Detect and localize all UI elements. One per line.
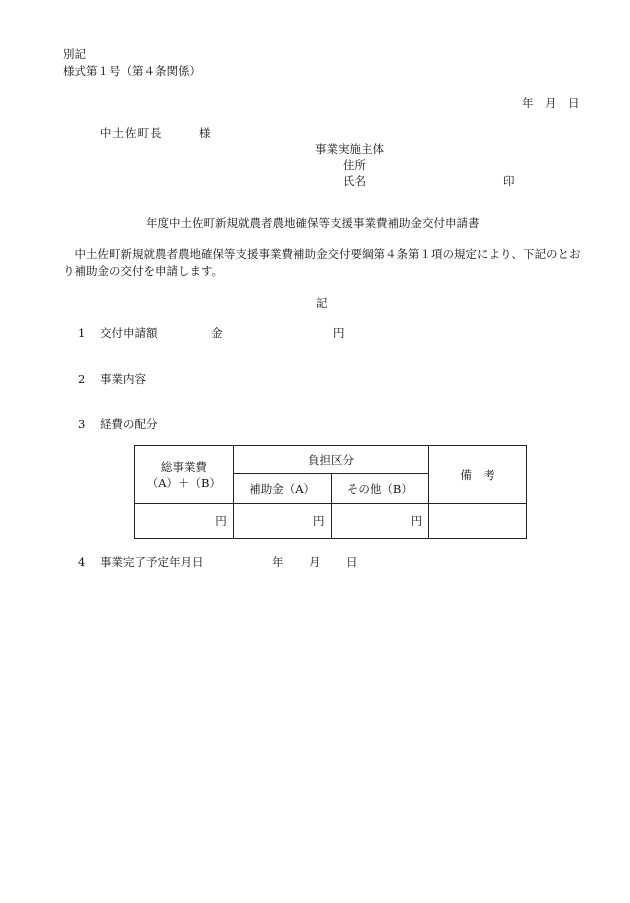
date-line: 年 月 日 bbox=[522, 96, 580, 110]
cost-allocation-table bbox=[134, 445, 527, 539]
item3-number: 3 bbox=[78, 417, 86, 431]
item4-day: 日 bbox=[346, 555, 358, 569]
other-header: その他（B） bbox=[331, 474, 429, 504]
other-cell[interactable]: 円 bbox=[331, 504, 429, 539]
applicant-name-label: 氏名 bbox=[343, 174, 366, 188]
addressee-name: 中土佐町長 bbox=[100, 126, 163, 140]
total-cost-formula: （A）＋（B） bbox=[146, 475, 221, 490]
burden-header: 負担区分 bbox=[233, 446, 429, 474]
applicant-address-label: 住所 bbox=[343, 158, 366, 172]
item2-label: 事業内容 bbox=[100, 372, 146, 386]
remarks-header: 備 考 bbox=[429, 446, 527, 504]
item4-label: 事業完了予定年月日 bbox=[100, 555, 204, 569]
subsidy-header: 補助金（A） bbox=[233, 474, 331, 504]
attachment-label: 別記 bbox=[63, 47, 86, 61]
total-cost-label: 総事業費 bbox=[160, 459, 207, 474]
ki-heading: 記 bbox=[316, 296, 328, 310]
item3-label: 経費の配分 bbox=[100, 417, 158, 431]
subsidy-cell[interactable]: 円 bbox=[233, 504, 331, 539]
total-cost-cell[interactable]: 円 bbox=[135, 504, 234, 539]
remarks-cell[interactable] bbox=[429, 504, 527, 539]
intro-paragraph: 中土佐町新規就農者農地確保等支援事業費補助金交付要綱第４条第１項の規定により、下記のとおり補助金の交付を申請します。 bbox=[63, 247, 581, 278]
item1-number: 1 bbox=[78, 326, 86, 340]
document-title: 年度中土佐町新規就農者農地確保等支援事業費補助金交付申請書 bbox=[146, 216, 480, 230]
applicant-entity-label: 事業実施主体 bbox=[315, 142, 384, 156]
form-number: 様式第１号（第４条関係） bbox=[63, 64, 201, 78]
item1-yen: 円 bbox=[333, 326, 345, 340]
item4-number: 4 bbox=[78, 555, 86, 569]
item2-number: 2 bbox=[78, 372, 86, 386]
addressee-honorific: 様 bbox=[199, 126, 211, 140]
item1-kin: 金 bbox=[211, 326, 223, 340]
seal-mark: 印 bbox=[503, 174, 515, 188]
item4-year: 年 bbox=[272, 555, 284, 569]
item1-label: 交付申請額 bbox=[100, 326, 158, 340]
item4-month: 月 bbox=[309, 555, 321, 569]
total-cost-header bbox=[135, 446, 234, 504]
